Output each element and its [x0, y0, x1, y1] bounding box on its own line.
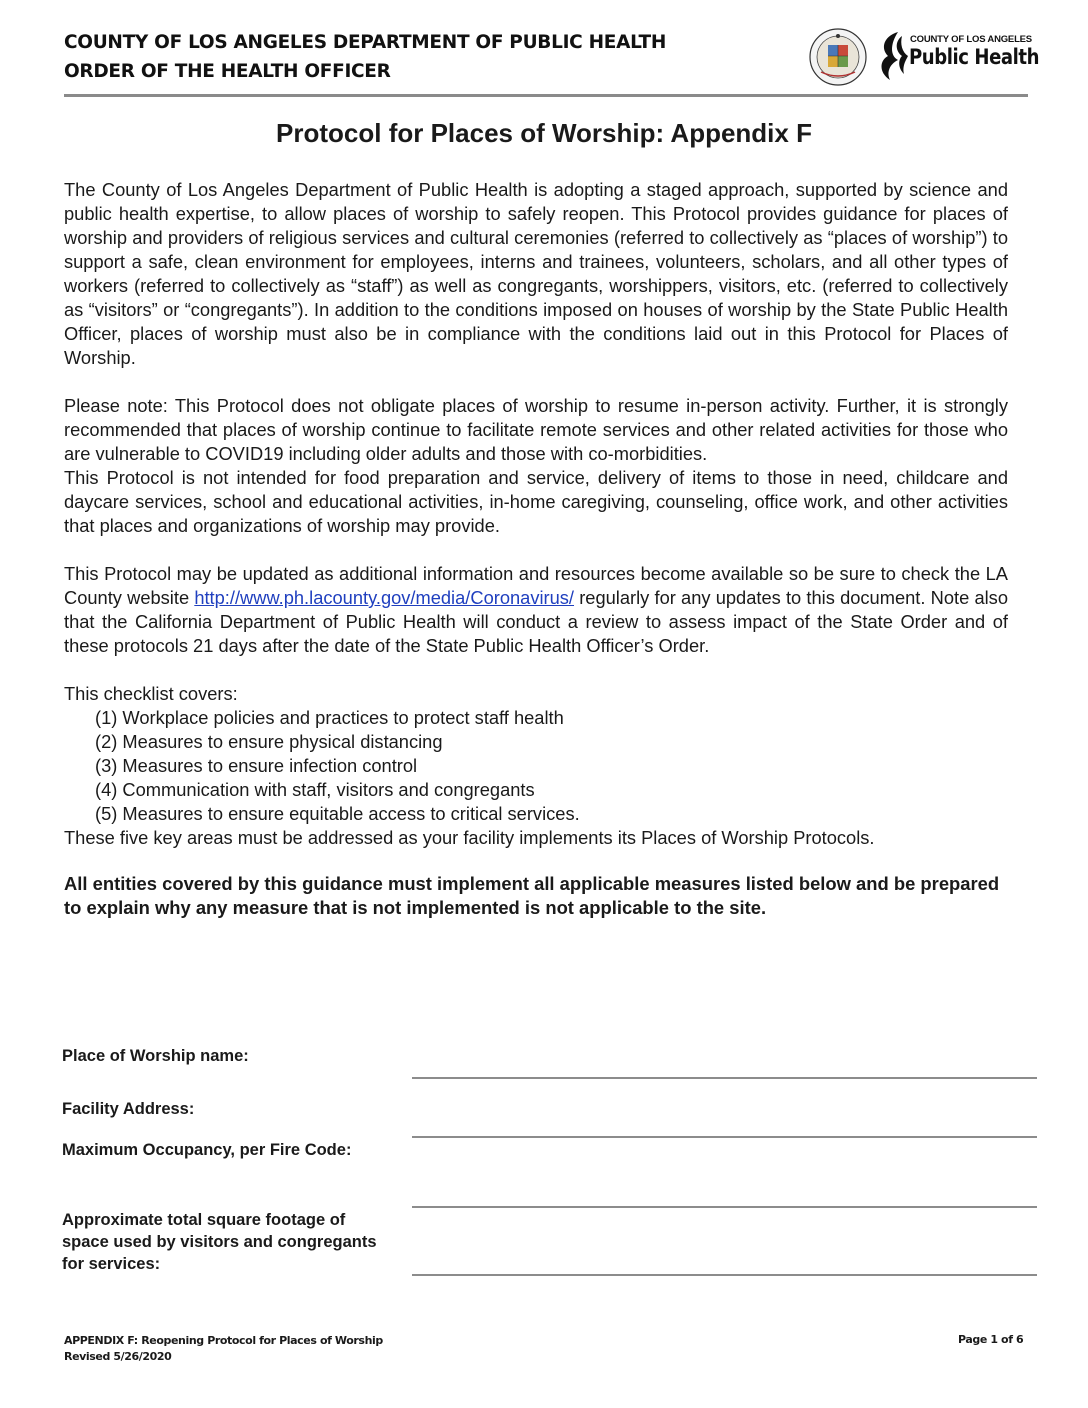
square-footage-label: Approximate total square footage of space used by visitors and congregants for services: — [62, 1211, 377, 1273]
max-occupancy-label: Maximum Occupancy, per Fire Code: — [62, 1141, 352, 1159]
list-item: (2) Measures to ensure physical distancing — [95, 731, 443, 752]
page-header — [64, 28, 1040, 92]
footer-doc-name: APPENDIX F: Reopening Protocol for Places of Worship — [64, 1334, 383, 1347]
header-line-1: COUNTY OF LOS ANGELES DEPARTMENT OF PUBLIC HEALTH — [64, 32, 667, 53]
logo-small-text: COUNTY OF LOS ANGELES — [910, 34, 1032, 45]
page-title: Protocol for Places of Worship: Appendix F — [276, 118, 812, 148]
scope-paragraph: This Protocol is not intended for food preparation and service, delivery of items to those in need, childcare and daycare services, school and educational activities, in-home caregiving, counseling, office work, and other activities that places and organizations of worship may provide. — [64, 467, 1008, 536]
worship-name-label: Place of Worship name: — [62, 1047, 249, 1065]
updates-paragraph — [64, 562, 1008, 658]
page-footer-left — [64, 1333, 383, 1365]
updates-text-after: regularly for any updates to this document. Note also that the California Department of Public Health will conduct a review to assess impact of the State Order and of these protocols 21 days after the date of the State Public Health Officer’s Order. — [64, 587, 1008, 656]
checklist-intro: This checklist covers: — [64, 683, 238, 704]
facility-address-label: Facility Address: — [62, 1100, 195, 1118]
public-health-logo — [876, 30, 1040, 86]
header-line-2: ORDER OF THE HEALTH OFFICER — [64, 61, 391, 82]
header-divider — [64, 94, 1028, 97]
swoosh-icon — [876, 30, 910, 86]
square-footage-field[interactable] — [412, 1274, 1037, 1276]
county-website-link[interactable]: http://www.ph.lacounty.gov/media/Coronavirus/ — [194, 587, 575, 608]
footer-revised-date: Revised 5/26/2020 — [64, 1350, 172, 1363]
checklist-outro: These five key areas must be addressed as your facility implements its Places of Worship Protocols. — [64, 827, 875, 848]
checklist — [64, 706, 1008, 826]
document-body — [64, 178, 1008, 920]
county-seal-icon — [809, 28, 867, 86]
compliance-notice: All entities covered by this guidance must implement all applicable measures listed below and be prepared to explain why any measure that is not implemented is not applicable to the site. — [64, 873, 1000, 918]
note-paragraph: Please note: This Protocol does not obligate places of worship to resume in-person activity. Further, it is strongly recommended that places of worship continue to facilitate remote services and other related activities for those who are vulnerable to COVID19 including older adults and those with co-morbidities. — [64, 395, 1008, 464]
list-item: (1) Workplace policies and practices to protect staff health — [95, 707, 564, 728]
logo-big-text: Public Health — [909, 45, 1040, 69]
facility-address-field[interactable] — [412, 1136, 1037, 1138]
page-number: Page 1 of 6 — [958, 1333, 1024, 1346]
list-item: (5) Measures to ensure equitable access to critical services. — [95, 803, 580, 824]
list-item: (4) Communication with staff, visitors and congregants — [95, 779, 535, 800]
max-occupancy-field[interactable] — [412, 1206, 1037, 1208]
updates-text-before: This Protocol may be updated as additional information and resources become available so be sure to check the LA County website — [64, 563, 1008, 608]
list-item: (3) Measures to ensure infection control — [95, 755, 418, 776]
intro-paragraph: The County of Los Angeles Department of Public Health is adopting a staged approach, supported by science and public health expertise, to allow places of worship to safely reopen. This Protocol provides guidance for places of worship and providers of religious services and cultural ceremonies (referred to collectively as “places of worship”) to support a safe, clean environment for employees, interns and trainees, volunteers, scholars, and all other types of workers (referred to collectively as “staff”) as well as congregants, worshippers, visitors, etc. (referred to collectively as “visitors” or “congregants”). In addition to the conditions imposed on houses of worship by the State Public Health Officer, places of worship must also be in compliance with the conditions laid out in this Protocol for Places of Worship. — [64, 179, 1008, 368]
worship-name-field[interactable] — [412, 1077, 1037, 1079]
